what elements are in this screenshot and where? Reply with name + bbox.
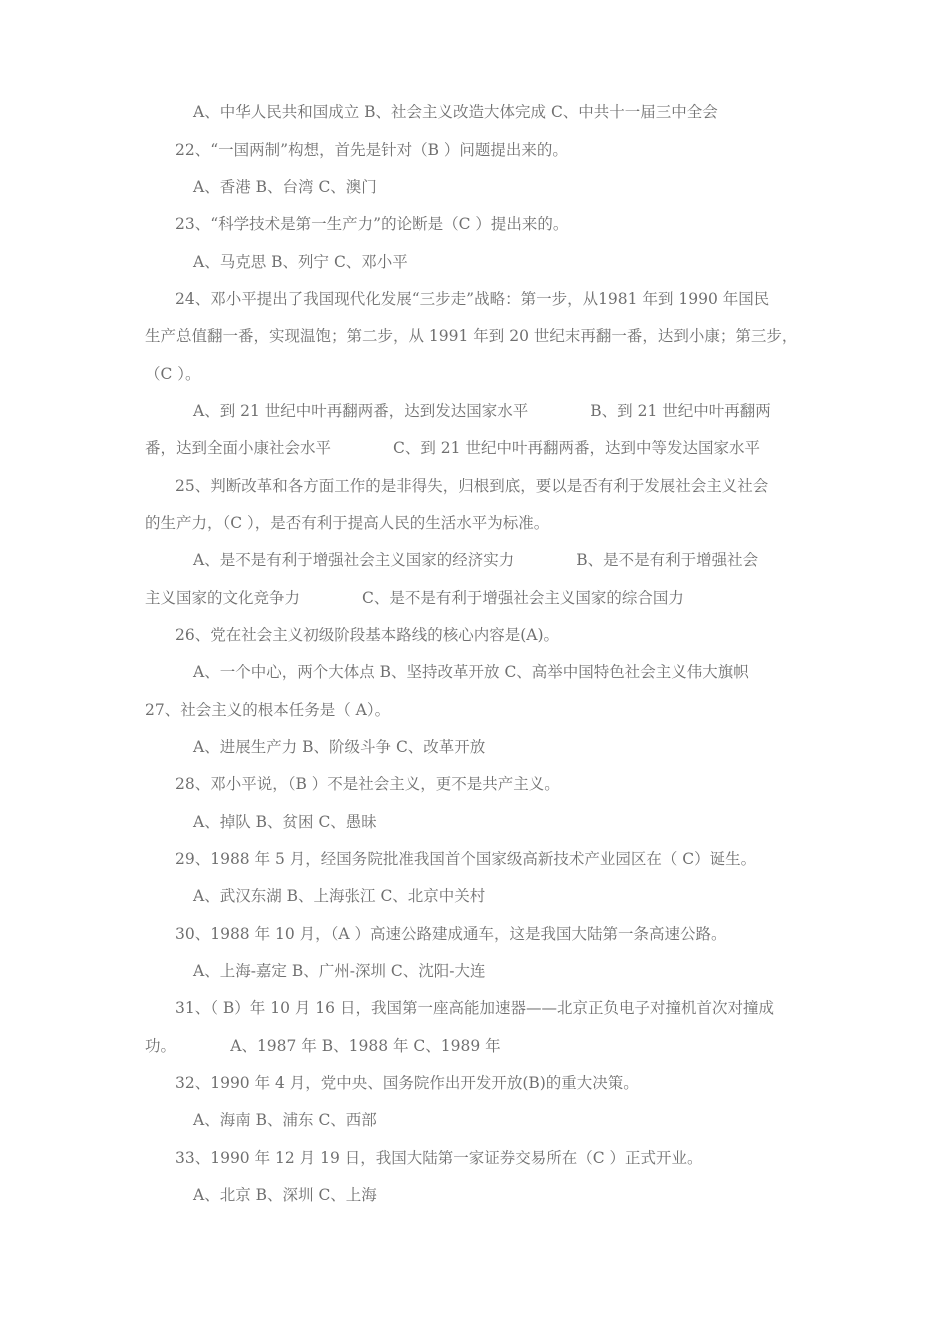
line-17: 27、社会主义的根本任务是（ A）。 bbox=[145, 701, 391, 719]
line-18: A、进展生产力 B、阶级斗争 C、改革开放 bbox=[193, 738, 486, 756]
line-16: A、一个中心，两个大体点 B、坚持改革开放 C、高举中国特色社会主义伟大旗帜 bbox=[193, 663, 749, 681]
line-15: 26、党在社会主义初级阶段基本路线的核心内容是(A)。 bbox=[175, 626, 560, 644]
line-1: A、中华人民共和国成立 B、社会主义改造大体完成 C、中共十一届三中全会 bbox=[193, 103, 718, 121]
line-5: A、马克思 B、列宁 C、邓小平 bbox=[193, 253, 408, 271]
line-24: A、上海-嘉定 B、广州-深圳 C、沈阳-大连 bbox=[193, 962, 486, 980]
line-10: 番，达到全面小康社会水平 C、到 21 世纪中叶再翻两番，达到中等发达国家水平 bbox=[145, 439, 760, 457]
line-23: 30、1988 年 10 月，（A ）高速公路建成通车，这是我国大陆第一条高速公路。 bbox=[175, 925, 727, 943]
line-19: 28、邓小平说，（B ）不是社会主义，更不是共产主义。 bbox=[175, 775, 560, 793]
line-9: A、到 21 世纪中叶再翻两番，达到发达国家水平 B、到 21 世纪中叶再翻两 bbox=[193, 402, 771, 420]
line-7: 生产总值翻一番，实现温饱；第二步，从 1991 年到 20 世纪末再翻一番，达到小康；第三步， bbox=[145, 327, 798, 345]
line-20: A、掉队 B、贫困 C、愚昧 bbox=[193, 813, 377, 831]
line-12: 的生产力，（C ），是否有利于提高人民的生活水平为标准。 bbox=[145, 514, 550, 532]
line-29: 33、1990 年 12 月 19 日，我国大陆第一家证券交易所在（C ）正式开业。 bbox=[175, 1149, 703, 1167]
line-6: 24、邓小平提出了我国现代化发展“三步走”战略：第一步，从1981 年到 1990 年国民 bbox=[175, 290, 770, 308]
line-11: 25、判断改革和各方面工作的是非得失，归根到底，要以是否有利于发展社会主义社会 bbox=[175, 477, 769, 495]
line-3: A、香港 B、台湾 C、澳门 bbox=[193, 178, 377, 196]
line-13: A、是不是有利于增强社会主义国家的经济实力 B、是不是有利于增强社会 bbox=[193, 551, 759, 569]
line-25: 31、（ B）年 10 月 16 日，我国第一座高能加速器——北京正负电子对撞机首次对撞成 bbox=[175, 999, 774, 1017]
line-30: A、北京 B、深圳 C、上海 bbox=[193, 1186, 377, 1204]
line-22: A、武汉东湖 B、上海张江 C、北京中关村 bbox=[193, 887, 486, 905]
line-8: （C ）。 bbox=[145, 365, 201, 383]
line-2: 22、“一国两制”构想，首先是针对（B ）问题提出来的。 bbox=[175, 141, 568, 159]
line-27: 32、1990 年 4 月，党中央、国务院作出开发开放(B)的重大决策。 bbox=[175, 1074, 639, 1092]
line-26: 功。 A、1987 年 B、1988 年 C、1989 年 bbox=[145, 1037, 501, 1055]
line-28: A、海南 B、浦东 C、西部 bbox=[193, 1111, 377, 1129]
line-14: 主义国家的文化竞争力 C、是不是有利于增强社会主义国家的综合国力 bbox=[145, 589, 684, 607]
line-4: 23、“科学技术是第一生产力”的论断是（C ）提出来的。 bbox=[175, 215, 569, 233]
line-21: 29、1988 年 5 月，经国务院批准我国首个国家级高新技术产业园区在（ C）诞生。 bbox=[175, 850, 757, 868]
